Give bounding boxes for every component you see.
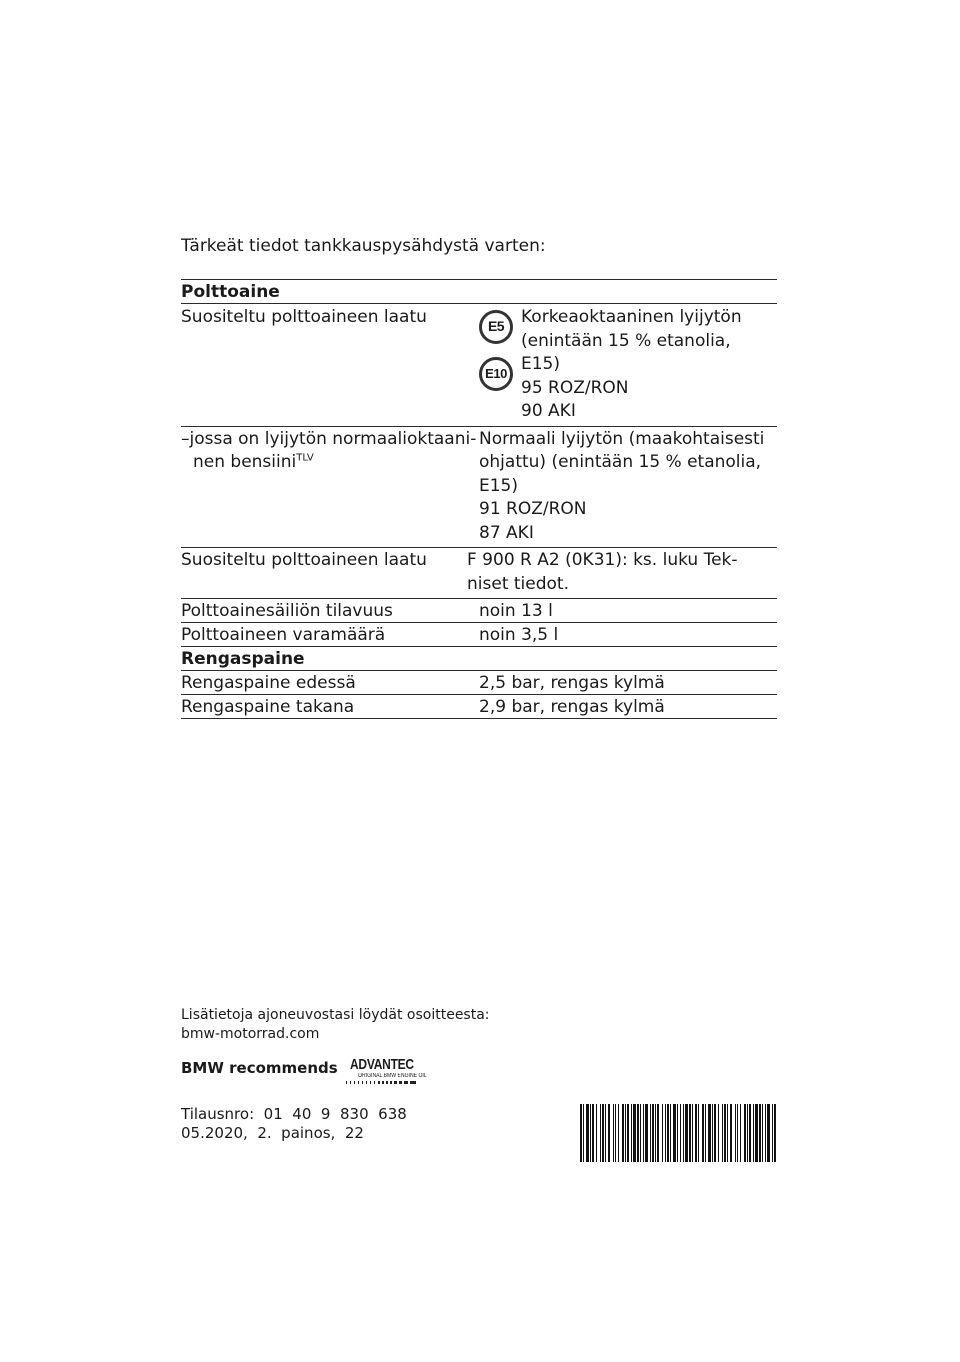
fuel-oil-line: F 900 R A2 (0K31): ks. luku Tek- — [467, 550, 738, 570]
tank-capacity-value: noin 13 l — [479, 601, 553, 621]
fuel-oil-row — [181, 547, 777, 598]
fuel-regular-label-line: –jossa on lyijytön normaalioktaani- — [181, 428, 477, 449]
barcode-bar — [608, 1104, 610, 1162]
barcode-bar — [714, 1104, 716, 1162]
fuel-regular-label-line — [181, 451, 479, 475]
barcode-bar — [670, 1104, 671, 1162]
barcode-bar — [724, 1104, 726, 1162]
barcode-bar — [667, 1104, 669, 1162]
tyre-heading: Rengaspaine — [181, 649, 305, 669]
fuel-reserve-value: noin 3,5 l — [479, 625, 559, 645]
fuel-regular-line: 87 AKI — [479, 522, 534, 543]
fuel-regular-value — [479, 428, 777, 546]
fuel-regular-row — [181, 426, 777, 548]
barcode-bar — [698, 1104, 699, 1162]
barcode-bar — [737, 1104, 738, 1162]
barcode-bar — [600, 1104, 601, 1162]
barcode-bar — [631, 1104, 632, 1162]
barcode-bar — [657, 1104, 659, 1162]
tank-capacity-label: Polttoainesäiliön tilavuus — [181, 601, 393, 621]
fuel-heading: Polttoaine — [181, 282, 280, 302]
fuel-reserve-label: Polttoaineen varamäärä — [181, 625, 386, 645]
barcode-bar — [665, 1104, 666, 1162]
fuel-regular-label-text: nen bensiini — [193, 452, 297, 472]
tlv-superscript: TLV — [296, 452, 314, 464]
barcode-bar — [759, 1104, 761, 1162]
barcode-bar — [652, 1104, 654, 1162]
barcode-bar — [747, 1104, 748, 1162]
advantec-logo — [346, 1056, 450, 1086]
fuel-reserve-row — [181, 622, 777, 646]
barcode-bar — [655, 1104, 656, 1162]
barcode-bar — [708, 1104, 711, 1162]
advantec-logo-subtext: ORIGINAL BMW ENGINE OIL — [357, 1073, 427, 1079]
barcode-bar — [677, 1104, 678, 1162]
fuel-recommended-label: Suositeltu polttoaineen laatu — [181, 307, 427, 327]
barcode-bar — [643, 1104, 644, 1162]
barcode-bar — [596, 1104, 597, 1162]
logo-stripe-icon — [346, 1081, 450, 1084]
tyre-front-value: 2,5 bar, rengas kylmä — [479, 673, 665, 693]
fuel-recommended-line: 90 AKI — [521, 401, 576, 421]
barcode-bar — [762, 1104, 763, 1162]
fuel-recommended-line: Korkeaoktaaninen lyijytön — [521, 307, 742, 327]
fuel-section-heading — [181, 279, 777, 303]
fuel-oil-value — [467, 549, 777, 596]
barcode-bar — [705, 1104, 706, 1162]
barcode-bar — [622, 1104, 624, 1162]
barcode-bar — [702, 1104, 704, 1162]
barcode-bar — [580, 1104, 582, 1162]
barcode-bar — [755, 1104, 758, 1162]
barcode-bar — [613, 1104, 614, 1162]
website-text: bmw-motorrad.com — [181, 1026, 320, 1042]
barcode-bar — [772, 1104, 773, 1162]
tyre-front-row — [181, 670, 777, 694]
fuel-spec-table — [181, 279, 777, 719]
barcode-bar — [627, 1104, 629, 1162]
tyre-section-heading — [181, 646, 777, 670]
barcode-bar — [650, 1104, 651, 1162]
barcode-bar — [583, 1104, 584, 1162]
advantec-logo-text: ADVANTEC — [349, 1056, 414, 1073]
barcode-bar — [774, 1104, 776, 1162]
recommendation — [181, 1056, 450, 1086]
barcode-bar — [618, 1104, 619, 1162]
barcode-bar — [695, 1104, 697, 1162]
fuel-regular-line: ohjattu) (enintään 15 % etanolia, — [479, 452, 762, 472]
barcode-bar — [735, 1104, 736, 1162]
e5-badge-icon: E5 — [479, 310, 513, 344]
barcode-bar — [633, 1104, 636, 1162]
barcode-bar — [615, 1104, 616, 1162]
fuel-regular-line: 91 ROZ/RON — [479, 499, 587, 519]
fuel-recommended-line: (enintään 15 % etanolia, — [521, 330, 731, 351]
order-info — [181, 1105, 407, 1143]
fuel-oil-label: Suositeltu polttoaineen laatu — [181, 550, 427, 570]
intro-text: Tärkeät tiedot tankkauspysähdystä varten: — [181, 236, 546, 256]
barcode-bar — [586, 1104, 589, 1162]
barcode-bar — [602, 1104, 604, 1162]
barcode-bar — [722, 1104, 723, 1162]
barcode-bar — [692, 1104, 693, 1162]
barcode-bar — [727, 1104, 728, 1162]
barcode-bar — [730, 1104, 732, 1162]
fuel-regular-line: Normaali lyijytön (maakohtaisesti — [479, 428, 765, 449]
barcode-bar — [605, 1104, 606, 1162]
barcode-bar — [718, 1104, 719, 1162]
fuel-recommended-line: 95 ROZ/RON — [521, 377, 629, 398]
barcode-bar — [625, 1104, 626, 1162]
barcode-bar — [673, 1104, 676, 1162]
more-info-text — [181, 1006, 490, 1044]
fuel-recommended-value — [479, 306, 777, 424]
recommends-label: BMW recommends — [181, 1059, 338, 1077]
tyre-front-label: Rengaspaine edessä — [181, 673, 356, 693]
barcode-bar — [685, 1104, 688, 1162]
barcode-icon — [580, 1104, 777, 1162]
barcode-bar — [765, 1104, 766, 1162]
barcode-bar — [740, 1104, 741, 1162]
barcode-bar — [662, 1104, 663, 1162]
barcode-bar — [645, 1104, 648, 1162]
tyre-rear-value: 2,9 bar, rengas kylmä — [479, 697, 665, 717]
edition-info: 05.2020, 2. painos, 22 — [181, 1124, 364, 1142]
tyre-rear-row — [181, 694, 777, 719]
barcode-bar — [640, 1104, 641, 1162]
barcode-bar — [749, 1104, 751, 1162]
fuel-recommended-row — [181, 303, 777, 426]
fuel-oil-line: niset tiedot. — [467, 573, 569, 594]
barcode-bar — [767, 1104, 770, 1162]
fuel-badges — [479, 306, 521, 424]
barcode-bar — [637, 1104, 639, 1162]
order-number: Tilausnro: 01 40 9 830 638 — [181, 1105, 407, 1123]
tank-capacity-row — [181, 598, 777, 622]
barcode-bar — [689, 1104, 691, 1162]
barcode-bar — [744, 1104, 746, 1162]
fuel-regular-line: E15) — [479, 475, 519, 496]
fuel-recommended-line: E15) — [521, 354, 561, 374]
barcode-bar — [683, 1104, 684, 1162]
barcode-bar — [592, 1104, 594, 1162]
fuel-regular-label — [181, 428, 479, 546]
e10-badge-icon: E10 — [479, 357, 513, 391]
barcode-bar — [753, 1104, 754, 1162]
barcode-bar — [590, 1104, 591, 1162]
more-info-line: Lisätietoja ajoneuvostasi löydät osoitteesta: — [181, 1007, 490, 1023]
barcode-bar — [680, 1104, 681, 1162]
tyre-rear-label: Rengaspaine takana — [181, 697, 355, 717]
barcode-bar — [712, 1104, 713, 1162]
